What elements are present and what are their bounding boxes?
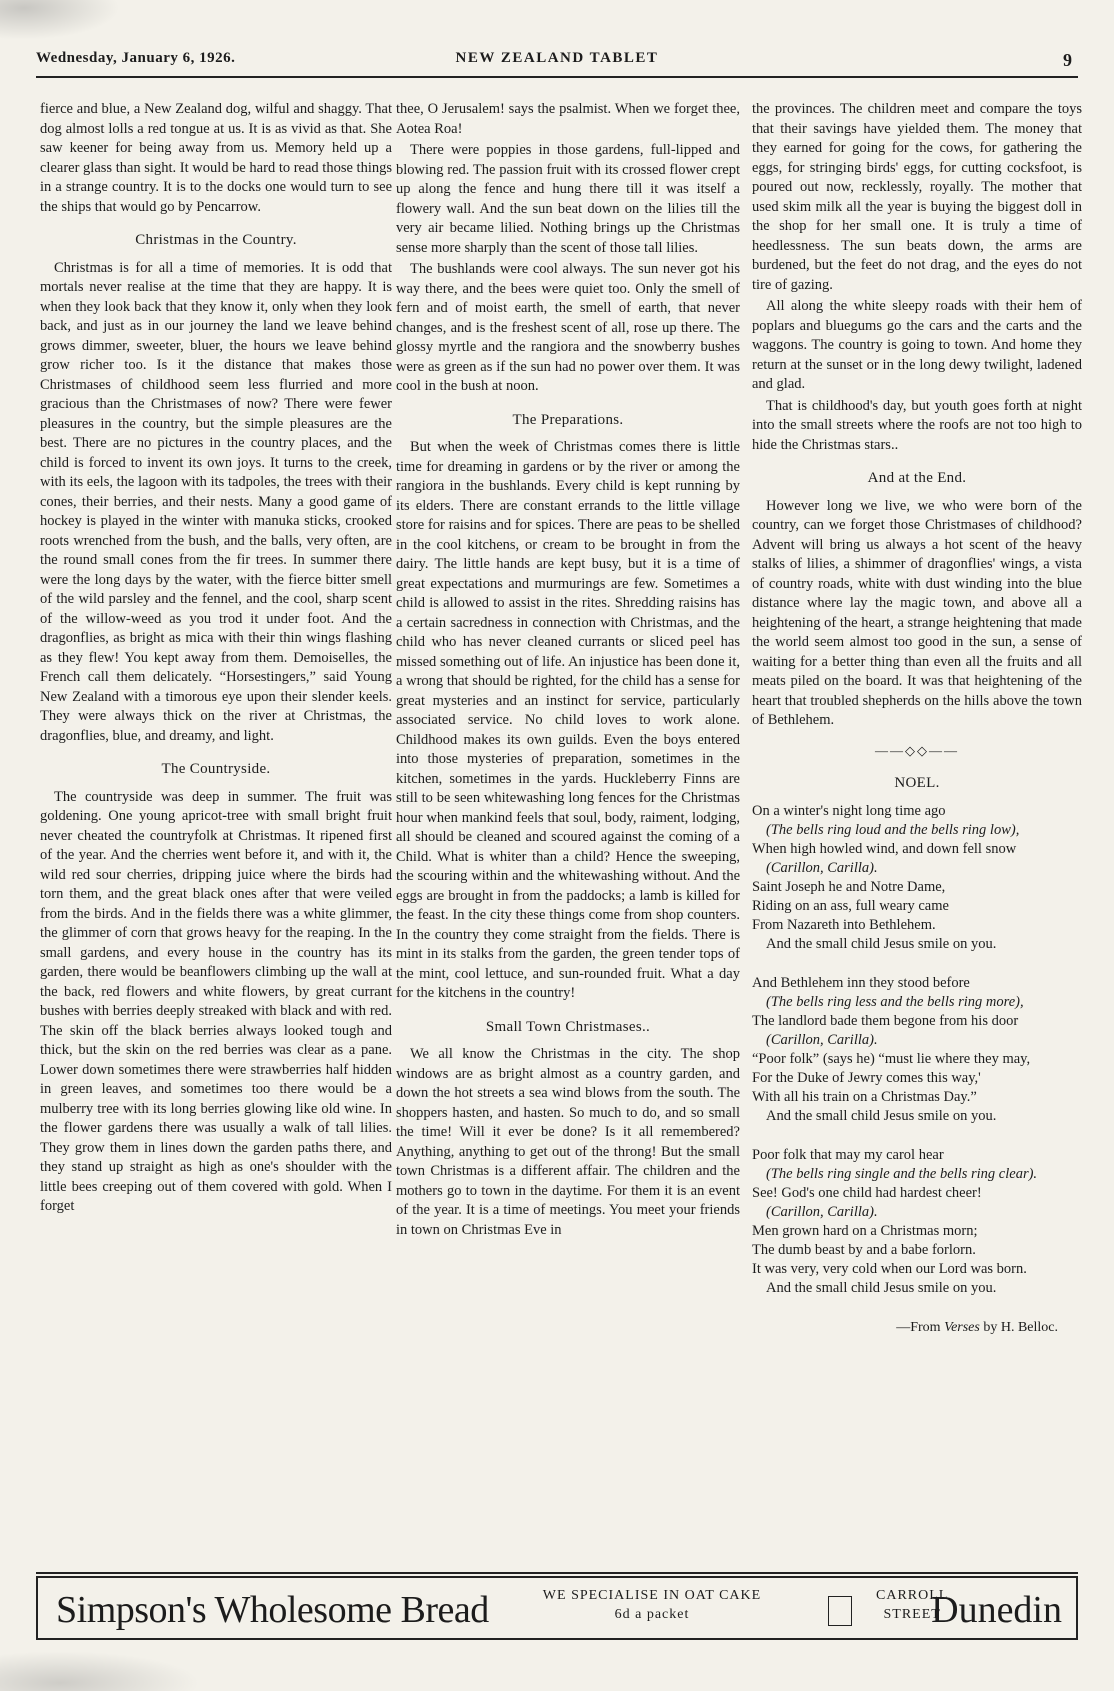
poem-line: Riding on an ass, full weary came bbox=[752, 897, 949, 914]
ad-street-type: STREET bbox=[883, 1607, 941, 1622]
section-heading: Christmas in the Country. bbox=[135, 232, 297, 248]
poem-line: From Nazareth into Bethlehem. bbox=[752, 916, 936, 933]
ad-city: Dunedin bbox=[931, 1589, 1062, 1631]
poem-line: With all his train on a Christmas Day.” bbox=[752, 1088, 977, 1105]
section-heading: The Preparations. bbox=[512, 411, 624, 428]
poem-line: Saint Joseph he and Notre Dame, bbox=[752, 878, 946, 895]
poem-title: NOEL. bbox=[894, 775, 940, 791]
ad-offer bbox=[502, 1586, 802, 1624]
poem-line: And the small child Jesus smile on you. bbox=[766, 1107, 997, 1124]
poem-line: (Carillon, Carilla). bbox=[766, 1031, 878, 1048]
poem-line: For the Duke of Jewry comes this way,' bbox=[752, 1069, 981, 1086]
paragraph: fierce and blue, a New Zealand dog, wilful and shaggy. That dog almost lolls a red tongue at us. It is as vivid as that. She saw keener for being away from us. Memory held up a clearer glass than sight. It would be hard to read those things in a strange country. It is to the docks one would turn to see the ships that would go by Pencarrow. bbox=[40, 101, 392, 215]
source-prefix: —From bbox=[896, 1319, 941, 1335]
header-rule bbox=[36, 76, 1078, 78]
section-heading: Small Town Christmases.. bbox=[485, 1018, 651, 1035]
poem-line: When high howled wind, and down fell snow bbox=[752, 840, 1017, 857]
poem-line: And the small child Jesus smile on you. bbox=[766, 1279, 997, 1296]
footer-rule bbox=[36, 1572, 1078, 1574]
poem-line: See! God's one child had hardest cheer! bbox=[752, 1184, 982, 1201]
poem-line: Poor folk that may my carol hear bbox=[752, 1146, 944, 1163]
poem-line: The dumb beast by and a babe forlorn. bbox=[752, 1241, 976, 1258]
poem-line: And Bethlehem inn they stood before bbox=[752, 974, 970, 991]
poem-line: (The bells ring less and the bells ring more), bbox=[766, 993, 1024, 1010]
paragraph: But when the week of Christmas comes there is little time for dreaming in gardens or by the river or among the rangiora in the bushlands. Every child is kept running by its elders. There are constant errands to the little village store for raisins and for spices. There are peas to be shelled in the cool kitchens, or cream to be brought in from the dairy. The little hands are kept busy, but it is a time of great expectations and murmurings are few. Sometimes a child is allowed to assist in the rites. Shredding raisins has a certain sacredness in connection with Christmas, and the child who has never cleaned currants or sliced peel has missed something out of life. An injustice has been done it, a wrong that should be righted, for the child has a sense for great mysteries and an instinct for service, particularly associated service. No child loves to work alone. Childhood makes its own guilds. Even the boys entered into those mysteries of preparation, sometimes in the kitchen, sometimes in the yards. Huckleberry Finns are still to be seen whitewashing long fences for the Christmas hour when mankind feels that soul, body, raiment, lodging, all should be cleaned and scoured against the coming of a Child. What is whiter than a child? Hence the sweeping, the scouring within and the whitewashing without. And the eggs are brought in from the paddocks; a lamb is killed for the feast. In the city these things come from shop counters. In the country they come straight from the fields. There is mint in its stalks from the garden, the green tender tops of the mint, cool lettuce, and sun-rounded fruit. What a day for the kitchens in the country! bbox=[396, 439, 740, 1001]
poem-line: The landlord bade them begone from his door bbox=[752, 1012, 1019, 1029]
poem bbox=[752, 802, 1082, 1337]
column-1 bbox=[40, 100, 392, 1540]
paragraph: All along the white sleepy roads with their hem of poplars and bluegums go the cars and the carts and the waggons. The country is going to town. And home they return at the sunset or in the long dewy twilight, ladened and glad. bbox=[752, 298, 1082, 392]
scan-stain bbox=[0, 0, 120, 40]
ad-brand: Simpson's Wholesome Bread bbox=[56, 1589, 489, 1631]
masthead bbox=[36, 50, 1078, 72]
poem-line: It was very, very cold when our Lord was born. bbox=[752, 1260, 1027, 1277]
ad-box-icon bbox=[828, 1596, 852, 1626]
poem-source bbox=[752, 1318, 1082, 1337]
paragraph: The countryside was deep in summer. The fruit was goldening. One young apricot-tree with small bright fruit never cheated the countryfolk at Christmas. It ripened first of the year. And the cherries went before it, and with it, the wild red sour cherries, dripping juice where the birds had torn them, and the great black ones after that were veiled from the birds. And in the fields there was a white glimmer, the glimmer of corn that grows heavy for the reaping. In the small gardens, and every house in the country has its garden, there would be beanflowers climbing up the wall at the back, red flowers and white flowers, by great currant bushes with berries deeply streaked with black and with red. The skin off the black berries always looked tough and thick, but the skin on the red berries was clear as a pane. Lower down sometimes there were strawberries half hidden in green leaves, and sometimes too there would be a mulberry tree with its long berries glowing like old wine. In the flower gardens there was usually a walk of tall lilies. They grow them in lines down the garden paths there, and they stand up straight as high as one's shoulder with the little bees creeping out of them covered with gold. When I forget bbox=[40, 788, 392, 1214]
poem-line: On a winter's night long time ago bbox=[752, 802, 946, 819]
poem-line: (Carillon, Carilla). bbox=[766, 859, 878, 876]
paragraph: The bushlands were cool always. The sun never got his way there, and the bees were quiet too. Only the smell of fern and of moist earth, the smell of earth, that never changes, and is the freshest scent of all, rose up there. The glossy myrtle and the rangiora and the snowberry bushes were as green as if the sun had no power over them. It was cool in the bush at noon. bbox=[396, 261, 740, 394]
paragraph: Christmas is for all a time of memories. It is odd that mortals never realise at the time that they are happy. It is when they look back that they know it, only when they look back, and just as in our journey the land we leave behind grows dimmer, sweeter, bluer, the hours we leave behind grow richer too. Is it the distance that makes those Christmases of childhood seem less flurried and more gracious than the Christmases of now? There were fewer pleasures in the country, but the simple pleasures are the best. There are no pictures in the country places, and the child is forced to invent its own joys. It turns to the creek, with its eels, the lagoon with its tadpoles, the trees with their cones, their berries, and their nests. Many a good game of hockey is played in the winter with manuka sticks, crooked roots wrenched from the bush, and the balls, very often, are the round small cones from the fir trees. In summer there were the long days by the water, with the fierce bitter smell of the wild parsley and the fennel, and the cool, sharp scent of the willow-weed as you trod it under foot. And the dragonflies, as bright as mica with their thin wings flashing as they flew! You kept away from them. Demoiselles, the French call them delicately. “Horsestingers,” said Young New Zealand with a timorous eye upon their slender keels. They were always thick on the river at Christmas, the dragonflies, blue, and dreamy, and light. bbox=[40, 259, 392, 744]
advertisement bbox=[36, 1576, 1078, 1640]
ad-street-name: CARROLL bbox=[876, 1588, 949, 1603]
poem-line: Men grown hard on a Christmas morn; bbox=[752, 1222, 978, 1239]
poem-line: (The bells ring loud and the bells ring low), bbox=[766, 821, 1020, 838]
ornament-divider: ——◇◇—— bbox=[875, 742, 959, 758]
paragraph: That is childhood's day, but youth goes forth at night into the small streets where the roofs are not too high to hide the Christmas stars.. bbox=[752, 397, 1082, 453]
paragraph: the provinces. The children meet and compare the toys that their savings have yielded them. The money that they earned for going for the cows, for gathering the eggs, for stringing birds' eggs, for cutting cocksfoot, is poured out now, recklessly, royally. The mother that used skim milk all the year is buying the biggest doll in the shop for her small one. It is truly a time of heedlessness. The sun beats down, the arms are burdened, but the feet do not drag, and the eyes do not tire of gazing. bbox=[752, 101, 1082, 293]
paragraph: thee, O Jerusalem! says the psalmist. When we forget thee, Aotea Roa! bbox=[396, 101, 740, 137]
paragraph: However long we live, we who were born of the country, can we forget those Christmases of childhood? Advent will bring us always a hot scent of the heavy stalks of lilies, a shimmer of dragonflies' wings, a vista of country roads, white with dust winding into the blue distance where lay the magic town, and above all a heightening of the heart, a strange heightening that made the world seem almost too good in the sun, a sense of waiting for a better thing than even all the fruits and all meats piled on the board. It was that heightening of the heart that troubled shepherds on the hills above the town of Bethlehem. bbox=[752, 497, 1082, 728]
poem-line: And the small child Jesus smile on you. bbox=[766, 935, 997, 952]
paragraph: We all know the Christmas in the city. The shop windows are as bright almost as a country garden, and down the hot streets a sea wind blows from the south. The shoppers hasten, and hasten. So much to do, and so small the time! Will it ever be done? Is it all remembered? Anything, anything to get out of the throng! But the small town Christmas is a different affair. The children and the mothers go to town in the daytime. For them it is an event of the year. It is a time of meetings. You meet your friends in town on Christmas Eve in bbox=[396, 1046, 740, 1238]
scan-stain bbox=[0, 1651, 200, 1691]
publication-title: NEW ZEALAND TABLET bbox=[455, 50, 659, 66]
column-3 bbox=[752, 100, 1082, 1540]
ad-offer-line: WE SPECIALISE IN OAT CAKE bbox=[542, 1588, 762, 1603]
section-heading: And at the End. bbox=[867, 470, 967, 486]
page-number: 9 bbox=[1063, 50, 1072, 70]
poem-line: “Poor folk” (says he) “must lie where they may, bbox=[752, 1050, 1031, 1067]
poem-stanza bbox=[752, 1146, 1082, 1298]
ad-price: 6d a packet bbox=[614, 1607, 690, 1622]
poem-stanza bbox=[752, 974, 1082, 1126]
paragraph: There were poppies in those gardens, full-lipped and blowing red. The passion fruit with its crossed flower crept up along the fence and hung there till it was itself a flowery wall. And the sun beat down on the lilies till the very air became lilied. Nothing brings up the Christmas sense more sharply than the scent of those tall lilies. bbox=[396, 142, 740, 256]
poem-stanza bbox=[752, 802, 1082, 954]
section-heading: The Countryside. bbox=[161, 761, 271, 777]
source-author: by H. Belloc. bbox=[983, 1319, 1058, 1335]
poem-line: (Carillon, Carilla). bbox=[766, 1203, 878, 1220]
issue-date: Wednesday, January 6, 1926. bbox=[36, 50, 236, 66]
source-title: Verses bbox=[944, 1319, 980, 1335]
column-2 bbox=[396, 100, 740, 1540]
poem-line: (The bells ring single and the bells ring clear). bbox=[766, 1165, 1038, 1182]
